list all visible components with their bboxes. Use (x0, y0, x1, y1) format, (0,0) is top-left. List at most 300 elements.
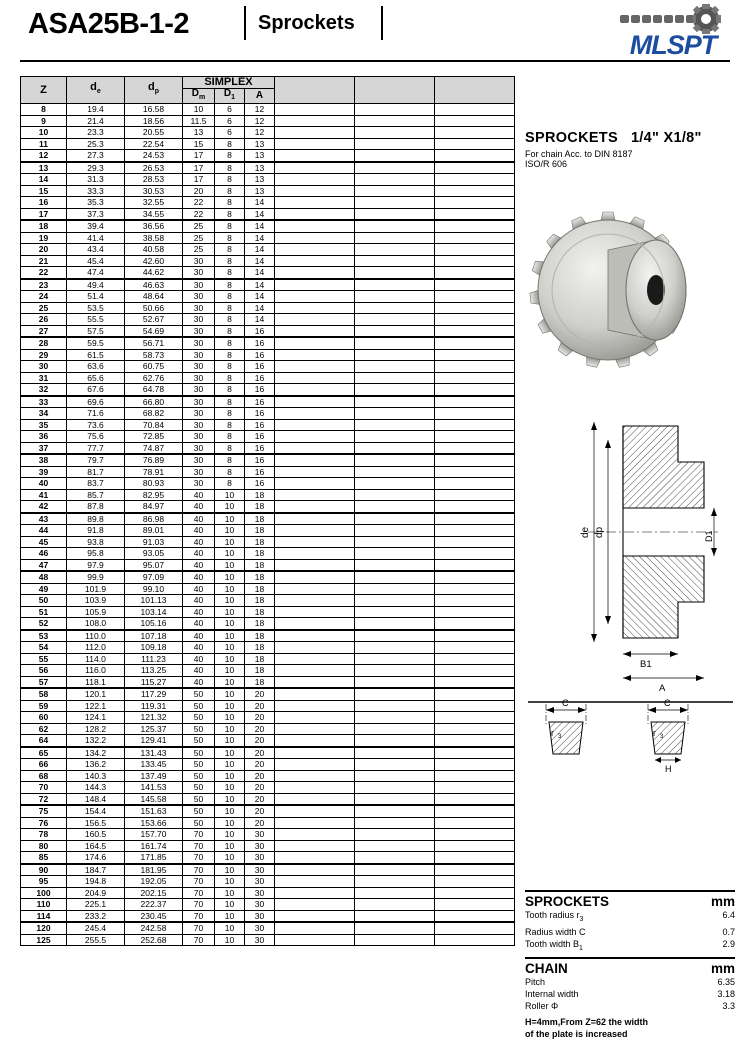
cell-blank-2 (355, 454, 435, 466)
cell-blank-3 (435, 396, 515, 408)
cell-blank-2 (355, 723, 435, 735)
cell-a: 16 (245, 337, 275, 349)
cell-a: 18 (245, 618, 275, 630)
cell-a: 16 (245, 408, 275, 420)
cell-dm: 10 (183, 104, 215, 116)
cell-blank-1 (275, 876, 355, 888)
cell-d1: 8 (215, 208, 245, 220)
cell-d1: 10 (215, 665, 245, 677)
cell-z: 70 (21, 782, 67, 794)
cell-blank-1 (275, 934, 355, 946)
cell-de: 51.4 (67, 291, 125, 303)
cell-a: 18 (245, 642, 275, 654)
cell-blank-3 (435, 559, 515, 571)
spec-chain-row (525, 976, 735, 988)
cell-de: 154.4 (67, 805, 125, 817)
cell-blank-1 (275, 536, 355, 548)
cell-a: 18 (245, 489, 275, 501)
cell-blank-3 (435, 723, 515, 735)
cell-a: 14 (245, 267, 275, 279)
table-row (21, 255, 515, 267)
cell-blank-1 (275, 408, 355, 420)
table-row (21, 899, 515, 911)
cell-blank-1 (275, 548, 355, 560)
table-row (21, 244, 515, 256)
cell-z: 15 (21, 185, 67, 197)
cell-blank-3 (435, 104, 515, 116)
cell-blank-2 (355, 571, 435, 583)
cell-z: 14 (21, 174, 67, 186)
cell-a: 30 (245, 852, 275, 864)
cell-z: 13 (21, 162, 67, 174)
cell-d1: 10 (215, 759, 245, 771)
spec-sprocket-label: Tooth radius $r_3$ (525, 910, 584, 923)
cell-blank-3 (435, 466, 515, 478)
cell-dm: 30 (183, 302, 215, 314)
table-row (21, 466, 515, 478)
cell-z: 50 (21, 595, 67, 607)
cell-de: 124.1 (67, 712, 125, 724)
cell-d1: 10 (215, 630, 245, 642)
col-header-dm-sub: m (199, 93, 206, 101)
cell-dm: 30 (183, 279, 215, 291)
cell-dm: 40 (183, 489, 215, 501)
title-divider-right (381, 6, 383, 40)
cell-blank-1 (275, 864, 355, 876)
table-row (21, 115, 515, 127)
cell-de: 97.9 (67, 559, 125, 571)
cell-a: 20 (245, 735, 275, 747)
table-row (21, 232, 515, 244)
cell-de: 71.6 (67, 408, 125, 420)
cell-dm: 70 (183, 887, 215, 899)
cell-dp: 60.75 (125, 361, 183, 373)
cell-a: 14 (245, 220, 275, 232)
cell-blank-1 (275, 431, 355, 443)
standard-line-2: ISO/R 606 (525, 159, 568, 169)
cell-dm: 30 (183, 291, 215, 303)
col-header-dp-sub: p (154, 88, 159, 96)
cell-dm: 40 (183, 630, 215, 642)
cell-d1: 8 (215, 138, 245, 150)
table-row (21, 208, 515, 220)
spec-chain-row (525, 988, 735, 1000)
cell-blank-3 (435, 150, 515, 162)
cell-de: 65.6 (67, 372, 125, 384)
cell-dm: 15 (183, 138, 215, 150)
spec-chain-value: 3.18 (717, 988, 735, 999)
table-row (21, 361, 515, 373)
right-size-text: 1/4" X1/8" (630, 130, 702, 146)
cell-dm: 50 (183, 793, 215, 805)
cell-dp: 115.27 (125, 676, 183, 688)
svg-text:H: H (665, 764, 672, 774)
cell-dp: 129.41 (125, 735, 183, 747)
cell-z: 30 (21, 361, 67, 373)
cell-de: 144.3 (67, 782, 125, 794)
cell-dm: 50 (183, 817, 215, 829)
cell-de: 204.9 (67, 887, 125, 899)
cell-d1: 8 (215, 174, 245, 186)
cell-blank-1 (275, 770, 355, 782)
spec-chain-row (525, 1000, 735, 1012)
cell-de: 37.3 (67, 208, 125, 220)
cell-de: 57.5 (67, 325, 125, 337)
cell-a: 30 (245, 934, 275, 946)
cell-blank-2 (355, 642, 435, 654)
cell-blank-3 (435, 501, 515, 513)
spec-sprocket-value: 2.9 (722, 938, 735, 949)
cell-de: 134.2 (67, 747, 125, 759)
cell-z: 29 (21, 349, 67, 361)
cell-de: 41.4 (67, 232, 125, 244)
cell-dp: 111.23 (125, 653, 183, 665)
cell-blank-1 (275, 115, 355, 127)
cell-blank-1 (275, 759, 355, 771)
cell-dm: 50 (183, 770, 215, 782)
cell-z: 19 (21, 232, 67, 244)
cell-blank-3 (435, 185, 515, 197)
cell-de: 55.5 (67, 314, 125, 326)
cell-dm: 50 (183, 712, 215, 724)
table-row (21, 571, 515, 583)
table-row (21, 548, 515, 560)
cell-z: 52 (21, 618, 67, 630)
cell-dp: 48.64 (125, 291, 183, 303)
cell-dm: 11.5 (183, 115, 215, 127)
cell-z: 85 (21, 852, 67, 864)
cell-dp: 192.05 (125, 876, 183, 888)
cell-dm: 70 (183, 840, 215, 852)
cell-dp: 109.18 (125, 642, 183, 654)
cell-dp: 230.45 (125, 910, 183, 922)
cell-dp: 20.55 (125, 127, 183, 139)
cell-d1: 10 (215, 548, 245, 560)
cell-z: 62 (21, 723, 67, 735)
cell-z: 75 (21, 805, 67, 817)
cell-a: 20 (245, 747, 275, 759)
cell-de: 53.5 (67, 302, 125, 314)
cell-blank-3 (435, 220, 515, 232)
cell-blank-1 (275, 700, 355, 712)
table-row (21, 419, 515, 431)
cell-dp: 125.37 (125, 723, 183, 735)
svg-text:C: C (562, 698, 569, 708)
cell-de: 184.7 (67, 864, 125, 876)
sprocket-data-table (20, 76, 515, 946)
cell-blank-2 (355, 676, 435, 688)
specification-block (525, 888, 735, 1040)
spec-rule-top (525, 890, 735, 892)
cell-de: 128.2 (67, 723, 125, 735)
cell-blank-1 (275, 817, 355, 829)
col-header-dm-text: D (191, 87, 199, 99)
cell-d1: 10 (215, 583, 245, 595)
cell-blank-3 (435, 361, 515, 373)
spec-rule-mid (525, 957, 735, 959)
cell-blank-2 (355, 162, 435, 174)
cell-dm: 22 (183, 208, 215, 220)
cell-blank-2 (355, 618, 435, 630)
cell-a: 13 (245, 174, 275, 186)
cell-blank-1 (275, 314, 355, 326)
cell-dp: 119.31 (125, 700, 183, 712)
cell-dp: 107.18 (125, 630, 183, 642)
table-row (21, 759, 515, 771)
table-row (21, 840, 515, 852)
cell-blank-3 (435, 665, 515, 677)
cell-z: 23 (21, 279, 67, 291)
cell-blank-1 (275, 723, 355, 735)
spec-chain-title: CHAIN (525, 960, 568, 976)
cell-z: 31 (21, 372, 67, 384)
cell-de: 116.0 (67, 665, 125, 677)
cell-dm: 17 (183, 174, 215, 186)
cell-z: 125 (21, 934, 67, 946)
table-row (21, 642, 515, 654)
spec-sprockets-rows (525, 909, 735, 955)
cell-de: 105.9 (67, 606, 125, 618)
cell-a: 14 (245, 197, 275, 209)
cell-blank-3 (435, 302, 515, 314)
cell-z: 114 (21, 910, 67, 922)
cell-dp: 30.53 (125, 185, 183, 197)
table-row (21, 174, 515, 186)
cell-blank-1 (275, 174, 355, 186)
cell-z: 17 (21, 208, 67, 220)
cell-blank-2 (355, 185, 435, 197)
cell-z: 66 (21, 759, 67, 771)
cell-blank-3 (435, 618, 515, 630)
cell-de: 110.0 (67, 630, 125, 642)
cell-blank-2 (355, 876, 435, 888)
cell-a: 20 (245, 723, 275, 735)
cell-dp: 97.09 (125, 571, 183, 583)
cell-de: 73.6 (67, 419, 125, 431)
cell-blank-3 (435, 688, 515, 700)
cell-blank-3 (435, 174, 515, 186)
cell-blank-3 (435, 899, 515, 911)
table-row (21, 595, 515, 607)
cell-a: 18 (245, 665, 275, 677)
cell-blank-2 (355, 244, 435, 256)
cell-de: 245.4 (67, 922, 125, 934)
cell-d1: 8 (215, 150, 245, 162)
cell-blank-3 (435, 676, 515, 688)
cell-d1: 8 (215, 408, 245, 420)
cell-a: 18 (245, 501, 275, 513)
right-heading (525, 130, 735, 146)
cell-dp: 171.85 (125, 852, 183, 864)
cell-a: 16 (245, 454, 275, 466)
cell-dp: 18.56 (125, 115, 183, 127)
cell-z: 25 (21, 302, 67, 314)
cell-blank-3 (435, 910, 515, 922)
cell-de: 91.8 (67, 525, 125, 537)
cell-dp: 62.76 (125, 372, 183, 384)
cell-de: 61.5 (67, 349, 125, 361)
cell-blank-2 (355, 396, 435, 408)
cell-blank-1 (275, 208, 355, 220)
cell-dm: 30 (183, 255, 215, 267)
cell-de: 47.4 (67, 267, 125, 279)
cell-a: 18 (245, 513, 275, 525)
cell-blank-1 (275, 922, 355, 934)
table-row (21, 606, 515, 618)
cell-dp: 66.80 (125, 396, 183, 408)
cell-d1: 10 (215, 922, 245, 934)
cell-a: 18 (245, 536, 275, 548)
cell-z: 43 (21, 513, 67, 525)
cell-blank-1 (275, 618, 355, 630)
cell-a: 16 (245, 419, 275, 431)
cell-d1: 10 (215, 793, 245, 805)
cell-d1: 8 (215, 466, 245, 478)
cell-a: 30 (245, 910, 275, 922)
cell-dp: 46.63 (125, 279, 183, 291)
cell-blank-2 (355, 115, 435, 127)
cell-dp: 36.56 (125, 220, 183, 232)
cell-d1: 8 (215, 349, 245, 361)
cell-blank-3 (435, 408, 515, 420)
cell-blank-2 (355, 478, 435, 490)
cell-z: 22 (21, 267, 67, 279)
cell-z: 27 (21, 325, 67, 337)
table-row (21, 396, 515, 408)
table-row (21, 782, 515, 794)
spec-sprockets-unit: mm (710, 894, 735, 909)
cell-de: 27.3 (67, 150, 125, 162)
cell-z: 21 (21, 255, 67, 267)
table-row (21, 442, 515, 454)
cell-dp: 16.58 (125, 104, 183, 116)
cell-dm: 30 (183, 454, 215, 466)
cell-d1: 10 (215, 712, 245, 724)
cell-blank-3 (435, 747, 515, 759)
cell-dp: 202.15 (125, 887, 183, 899)
spec-sprocket-row (525, 926, 735, 938)
cell-d1: 10 (215, 770, 245, 782)
header-rule (20, 60, 730, 62)
cell-blank-3 (435, 782, 515, 794)
table-row (21, 197, 515, 209)
table-row (21, 325, 515, 337)
cell-de: 87.8 (67, 501, 125, 513)
cell-dm: 30 (183, 372, 215, 384)
cell-d1: 8 (215, 291, 245, 303)
cell-a: 20 (245, 688, 275, 700)
cell-d1: 8 (215, 454, 245, 466)
cell-a: 30 (245, 922, 275, 934)
cell-blank-2 (355, 759, 435, 771)
cell-dp: 34.55 (125, 208, 183, 220)
col-header-blank-2 (355, 77, 435, 104)
cell-dp: 44.62 (125, 267, 183, 279)
cell-z: 47 (21, 559, 67, 571)
col-header-blank-3 (435, 77, 515, 104)
cell-blank-1 (275, 642, 355, 654)
table-row (21, 735, 515, 747)
cell-blank-2 (355, 325, 435, 337)
cell-a: 18 (245, 571, 275, 583)
cell-d1: 8 (215, 255, 245, 267)
cell-blank-2 (355, 220, 435, 232)
cell-dm: 70 (183, 864, 215, 876)
cell-a: 16 (245, 466, 275, 478)
table-row (21, 185, 515, 197)
cell-dp: 242.58 (125, 922, 183, 934)
table-row (21, 162, 515, 174)
cell-a: 14 (245, 255, 275, 267)
cell-a: 12 (245, 127, 275, 139)
cell-dm: 40 (183, 583, 215, 595)
cell-blank-2 (355, 864, 435, 876)
cell-a: 13 (245, 162, 275, 174)
cell-blank-2 (355, 314, 435, 326)
technical-drawing (528, 410, 733, 774)
cell-d1: 8 (215, 244, 245, 256)
cell-dm: 40 (183, 676, 215, 688)
cell-dm: 40 (183, 595, 215, 607)
cell-a: 16 (245, 372, 275, 384)
cell-blank-2 (355, 922, 435, 934)
col-header-de-sub: e (96, 88, 101, 96)
cell-a: 18 (245, 595, 275, 607)
cell-blank-1 (275, 840, 355, 852)
spec-note-line-2: of the plate is increased (525, 1028, 628, 1039)
page-title: ASA25B-1-2 (28, 8, 189, 40)
cell-d1: 10 (215, 747, 245, 759)
cell-d1: 8 (215, 232, 245, 244)
right-heading-text: SPROCKETS (525, 130, 618, 146)
cell-blank-2 (355, 489, 435, 501)
cell-dp: 84.97 (125, 501, 183, 513)
cell-a: 12 (245, 115, 275, 127)
cell-dp: 82.95 (125, 489, 183, 501)
cell-blank-3 (435, 642, 515, 654)
cell-blank-2 (355, 372, 435, 384)
cell-de: 43.4 (67, 244, 125, 256)
cell-dp: 56.71 (125, 337, 183, 349)
table-row (21, 372, 515, 384)
cell-d1: 10 (215, 676, 245, 688)
cell-dm: 50 (183, 759, 215, 771)
cell-z: 38 (21, 454, 67, 466)
col-header-d1-sub: 1 (231, 93, 236, 101)
cell-blank-3 (435, 887, 515, 899)
table-row (21, 653, 515, 665)
cell-z: 65 (21, 747, 67, 759)
cell-d1: 8 (215, 267, 245, 279)
cell-blank-1 (275, 910, 355, 922)
cell-blank-1 (275, 513, 355, 525)
cell-z: 42 (21, 501, 67, 513)
cell-blank-1 (275, 197, 355, 209)
cell-a: 18 (245, 630, 275, 642)
cell-blank-1 (275, 525, 355, 537)
cell-blank-1 (275, 559, 355, 571)
table-row (21, 630, 515, 642)
cell-blank-1 (275, 255, 355, 267)
cell-dm: 40 (183, 571, 215, 583)
cell-blank-2 (355, 630, 435, 642)
cell-d1: 10 (215, 887, 245, 899)
cell-blank-1 (275, 325, 355, 337)
col-header-d1-text: D (223, 87, 232, 99)
cell-z: 95 (21, 876, 67, 888)
cell-dm: 25 (183, 244, 215, 256)
cell-blank-2 (355, 887, 435, 899)
